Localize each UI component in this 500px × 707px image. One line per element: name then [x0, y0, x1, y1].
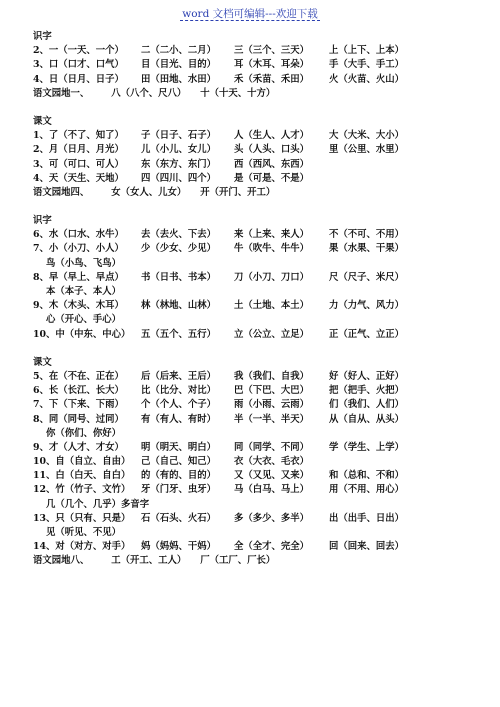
entry-cell: 又（又见、又来） [234, 470, 310, 482]
entry-cell: 目（目光、目的） [141, 59, 217, 71]
entry-cell: 2、一（一天、一个） [33, 45, 124, 57]
entry-cell: 学（学生、上学） [329, 441, 405, 453]
entry-cell: 回（回来、回去） [329, 541, 405, 553]
entry-cell: 大（大米、大小） [329, 130, 405, 142]
entry-cell: 头（人头、口头） [234, 144, 310, 156]
entry-cell: 8、早（早上、早点） [33, 271, 124, 283]
entry-continuation: 心（开心、手心） [46, 314, 122, 326]
entry-cell: 马（白马、马上） [234, 484, 310, 496]
entry-cell: 妈（妈妈、干妈） [141, 541, 217, 553]
section-title: 课文 [33, 356, 52, 368]
entry-cell: 6、长（长江、长大） [33, 385, 124, 397]
entry-cell: 同（同学、不同） [234, 441, 310, 453]
entry-row [33, 328, 483, 342]
entry-continuation: 几（几个、几乎）多音字 [46, 498, 150, 510]
yuwen-garden-row [33, 87, 483, 101]
entry-cell: 11、白（白天、自白） [33, 470, 131, 482]
page-header [0, 6, 500, 21]
entry-row [33, 441, 483, 455]
entry-row [33, 242, 483, 256]
entry-cell: 上（上下、上本） [329, 45, 405, 57]
entry-cell: 9、木（木头、木耳） [33, 300, 124, 312]
entry-cell: 10、中（中东、中心） [33, 328, 131, 340]
entry-continuation: 鸟（小鸟、飞鸟） [46, 257, 122, 269]
entry-cell: 牙（门牙、虫牙） [141, 484, 217, 496]
entry-cell [329, 158, 483, 172]
entry-cell: 巴（下巴、大巴） [234, 385, 310, 397]
entry-row [33, 512, 483, 526]
entry-cell: 四（四川、四个） [141, 172, 217, 184]
entry-cell: 明（明天、明白） [141, 441, 217, 453]
entry-cell: 厂（工厂、厂长） [200, 555, 276, 567]
entry-cell: 1、了（不了、知了） [33, 130, 124, 142]
entry-row [33, 129, 483, 143]
entry-cell: 八（八个、尺八） [111, 87, 187, 99]
entry-cell: 8、同（同号、过同） [33, 413, 124, 425]
entry-row [33, 143, 483, 157]
entry-cell: 13、只（只有、只是） [33, 512, 131, 524]
entry-cell: 书（日书、书本） [141, 271, 217, 283]
entry-cell: 和（总和、不和） [329, 470, 405, 482]
header-download-link[interactable]: word 文档可编辑---欢迎下载 [182, 8, 318, 20]
yuwen-garden-row [33, 186, 483, 200]
entry-cell: 把（把手、火把） [329, 385, 405, 397]
entry-row [33, 413, 483, 427]
entry-cell: 们（我们、人们） [329, 399, 405, 411]
entry-row [33, 299, 483, 313]
entry-cell: 人（生人、人才） [234, 130, 310, 142]
entry-cell: 出（出手、日出） [329, 512, 405, 524]
entry-cell: 工（开工、工人） [111, 555, 187, 567]
entry-cell: 牛（吹牛、牛牛） [234, 243, 310, 255]
entry-row [33, 384, 483, 398]
entry-cell: 是（可是、不是） [234, 172, 310, 184]
entry-row [33, 271, 483, 285]
entry-row [33, 58, 483, 72]
entry-row [33, 73, 483, 87]
entry-cell: 全（全才、完全） [234, 541, 310, 553]
entry-row [33, 370, 483, 384]
entry-continuation: 见（听见、不见） [46, 527, 122, 538]
section-title: 识字 [33, 31, 52, 42]
entry-cell: 三（三个、三天） [234, 45, 310, 57]
entry-cell: 有（有人、有时） [141, 413, 217, 425]
entry-cell: 比（比分、对比） [141, 385, 217, 397]
entry-cell: 石（石头、火石） [141, 512, 217, 524]
yuwen-garden-label: 语文园地一、 [33, 87, 90, 99]
entry-cell: 儿（小儿、女儿） [141, 144, 217, 156]
entry-cell [329, 172, 483, 186]
entry-continuation: 本（本子、本人） [46, 286, 122, 297]
entry-row [33, 172, 483, 186]
entry-cell: 半（一半、半天） [234, 413, 310, 425]
entry-cell: 二（二小、二月） [141, 45, 217, 57]
entry-cell: 后（后来、王后） [141, 370, 217, 382]
entry-cell: 立（公立、立足） [234, 328, 310, 340]
entry-cell: 3、可（可口、可人） [33, 158, 124, 170]
entry-cell: 手（大手、手工） [329, 59, 405, 71]
entry-cell: 2、月（日月、月光） [33, 144, 124, 156]
entry-cell: 十（十天、十方） [200, 87, 276, 99]
entry-row [33, 469, 483, 483]
entry-cell: 东（东方、东门） [141, 158, 217, 170]
entry-cell: 里（公里、水里） [329, 144, 405, 156]
yuwen-garden-row [33, 554, 483, 568]
entry-cell: 去（去火、下去） [141, 229, 217, 241]
entry-cell: 12、竹（竹子、文竹） [33, 484, 131, 496]
entry-cell: 子（日子、石子） [141, 130, 217, 142]
entry-cell: 7、下（下来、下雨） [33, 399, 124, 411]
entry-cell: 10、自（自立、自由） [33, 456, 131, 468]
entry-row [33, 398, 483, 412]
yuwen-garden-label: 语文园地四、 [33, 186, 90, 198]
yuwen-garden-label: 语文园地八、 [33, 555, 90, 567]
entry-cell: 林（林地、山林） [141, 300, 217, 312]
entry-row [33, 455, 483, 469]
entry-cell: 9、才（人才、才女） [33, 441, 124, 453]
entry-cell: 7、小（小刀、小人） [33, 243, 124, 255]
entry-cell: 五（五个、五行） [141, 328, 217, 340]
section-title: 识字 [33, 215, 52, 227]
section-title: 课文 [33, 115, 52, 127]
entry-cell [329, 455, 483, 469]
entry-cell: 刀（小刀、刀口） [234, 271, 310, 283]
entry-cell: 己（自己、知己） [141, 456, 217, 468]
entry-row [33, 158, 483, 172]
entry-cell: 少（少女、少见） [141, 243, 217, 255]
entry-cell: 多（多少、多半） [234, 512, 310, 524]
entry-cell: 的（有的、目的） [141, 470, 217, 482]
entry-cell: 雨（小雨、云雨） [234, 399, 310, 411]
entry-cell: 田（田地、水田） [141, 73, 217, 85]
entry-cell: 开（开门、开工） [200, 186, 276, 198]
entry-cell: 西（西风、东西） [234, 158, 310, 170]
entry-cell: 从（自从、从头） [329, 413, 405, 425]
entry-cell: 火（火苗、火山） [329, 73, 405, 85]
entry-cell: 来（上来、来人） [234, 229, 310, 241]
entry-cell: 好（好人、正好） [329, 370, 405, 382]
entry-cell: 6、水（口水、水牛） [33, 229, 124, 241]
entry-cell: 女（女人、儿女） [111, 186, 187, 198]
entry-cell: 3、口（口才、口气） [33, 59, 124, 71]
entry-cell: 尺（尺子、米尺） [329, 271, 405, 283]
entry-continuation: 你（你们、你好） [46, 427, 122, 439]
entry-cell: 力（力气、风力） [329, 300, 405, 312]
vocabulary-list [33, 30, 483, 569]
entry-row [33, 44, 483, 58]
entry-cell: 用（不用、用心） [329, 484, 405, 496]
entry-cell: 不（不可、不用） [329, 229, 405, 241]
entry-cell: 5、在（不在、正在） [33, 370, 124, 382]
entry-cell: 果（水果、干果） [329, 243, 405, 255]
entry-cell: 禾（禾苗、禾田） [234, 73, 310, 85]
entry-cell: 土（土地、本土） [234, 300, 310, 312]
entry-cell: 衣（大衣、毛衣） [234, 456, 310, 468]
entry-cell: 4、天（天生、天地） [33, 172, 124, 184]
entry-cell: 14、对（对方、对手） [33, 541, 131, 553]
entry-row [33, 540, 483, 554]
entry-row [33, 228, 483, 242]
entry-cell: 正（正气、立正） [329, 328, 405, 340]
entry-cell: 个（个人、个子） [141, 399, 217, 411]
entry-row [33, 483, 483, 497]
entry-cell: 我（我们、自我） [234, 370, 310, 382]
entry-cell: 耳（木耳、耳朵） [234, 59, 310, 71]
entry-cell: 4、日（日月、日子） [33, 73, 124, 85]
